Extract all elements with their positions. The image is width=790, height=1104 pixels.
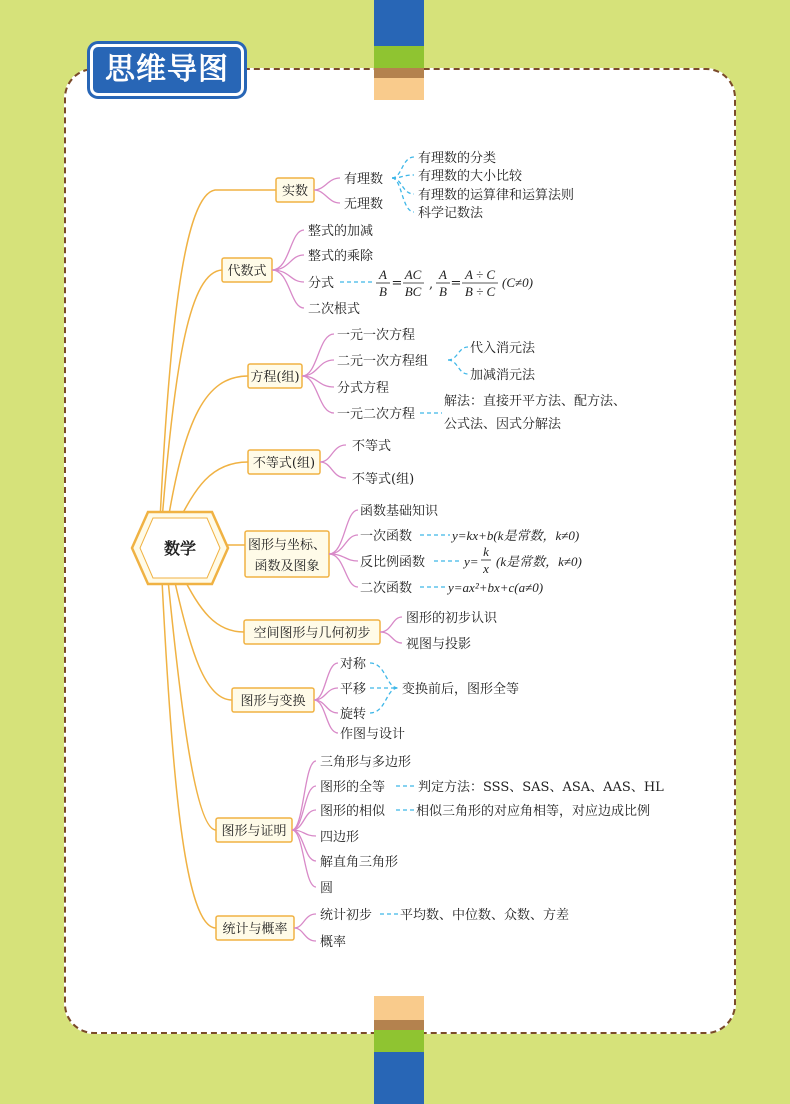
item-eryuan-yici: 二元一次方程组 [337,354,429,369]
branch-bianhuan [232,656,519,742]
item-yiyuan-yici: 一元一次方程 [337,328,416,343]
branch-fangcheng [248,327,626,432]
label-youlishu: 有理数 [344,172,384,187]
quad-method-2: 公式法、因式分解法 [444,417,562,432]
item-yici-hanshu: 一次函数 [360,529,413,544]
item-zuotu-sheji: 作图与设计 [340,727,406,742]
item-sibianxing: 四边形 [320,830,360,845]
item-zhengshi-jiajian: 整式的加减 [308,224,374,239]
item-erci-genshi: 二次根式 [308,302,361,317]
leaf-kexue-jishu: 科学记数法 [418,206,484,221]
center-label: 数学 [163,539,197,558]
branch-daishu [222,223,533,317]
center-node [132,512,228,584]
svg-text:A ÷ C: A ÷ C [464,267,496,282]
formula-fanbili: (k是常数，k≠0) [496,554,582,569]
note-quandeng: 判定方法：SSS、SAS、ASA、AAS、HL [418,780,664,795]
item-quandeng: 图形的全等 [320,780,386,795]
label-fangcheng: 方程(组) [250,370,300,385]
item-xiangsi: 图形的相似 [320,804,386,819]
branch-zhengming [216,754,664,896]
item-budengshi: 不等式 [352,439,392,454]
item-yiyuan-erci: 一元二次方程 [337,407,416,422]
item-duichen: 对称 [340,657,367,672]
label-bianhuan: 图形与变换 [240,694,306,709]
item-hanshu-jichu: 函数基础知识 [360,504,439,519]
item-sanjiaoxing: 三角形与多边形 [320,755,412,770]
formula-yici: y=kx+b(k是常数，k≠0) [452,528,580,543]
branch-budeng [248,438,414,487]
item-gailv: 概率 [320,935,347,950]
svg-text:=: = [450,276,462,291]
branch-hanshu [245,503,582,596]
label-hanshu-2: 函数及图象 [254,559,320,574]
item-yuan: 圆 [320,881,334,896]
label-budeng: 不等式(组) [252,456,316,471]
fraction-formula [376,267,533,299]
label-wulishu: 无理数 [344,197,384,212]
branch-tongji [216,907,569,950]
label-shishu: 实数 [281,184,309,199]
item-fenshi: 分式 [308,276,335,291]
page-title: 思维导图 [90,44,244,96]
branch-shishu [276,150,574,221]
item-fanbili-hanshu: 反比例函数 [360,555,426,570]
branch-kongjian [244,610,498,652]
svg-text:k: k [483,544,489,559]
svg-text:A: A [379,267,387,282]
quad-method-1: 解法：直接开平方法、配方法、 [444,394,627,409]
item-fenshi-fangcheng: 分式方程 [337,381,390,396]
svg-text:AC: AC [404,267,422,282]
label-daishu: 代数式 [227,264,267,279]
leaf-youli-fenlei: 有理数的分类 [418,151,497,166]
svg-text:BC: BC [404,284,422,299]
item-zhengshi-chengchu: 整式的乘除 [308,249,374,264]
item-xuanzhuan: 旋转 [340,707,367,722]
item-tongji-chubu: 统计初步 [320,908,373,923]
svg-text:B ÷ C: B ÷ C [464,284,496,299]
svg-text:B: B [379,284,387,299]
item-jiezhijiao: 解直角三角形 [320,855,399,870]
item-pingyi: 平移 [340,682,367,697]
svg-text:,: , [429,277,434,292]
formula-erci: y=ax²+bx+c(a≠0) [448,580,544,595]
method-jiajian: 加减消元法 [470,368,536,383]
item-chubu-renshi: 图形的初步认识 [406,611,498,626]
leaf-youli-yunsuan: 有理数的运算律和运算法则 [418,188,575,203]
svg-text:A: A [439,267,447,282]
label-tongji: 统计与概率 [222,922,288,937]
item-shitu-touying: 视图与投影 [406,637,472,652]
item-budengshi-zu: 不等式(组) [352,472,415,487]
svg-text:B: B [439,284,447,299]
label-kongjian: 空间图形与几何初步 [253,626,371,641]
leaf-youli-bijiao: 有理数的大小比较 [418,169,523,184]
item-erci-hanshu: 二次函数 [360,581,413,596]
note-tongji: 平均数、中位数、众数、方差 [400,908,570,923]
note-xiangsi: 相似三角形的对应角相等，对应边成比例 [416,804,651,819]
label-hanshu-1: 图形与坐标、 [247,538,327,553]
svg-text:(C≠0): (C≠0) [502,275,533,290]
svg-text:=: = [391,276,403,291]
label-zhengming: 图形与证明 [221,824,287,839]
method-dairu: 代入消元法 [470,341,536,356]
note-bianhuan: 变换前后，图形全等 [402,682,520,697]
svg-text:x: x [483,561,489,576]
svg-text:y=: y= [464,554,479,569]
